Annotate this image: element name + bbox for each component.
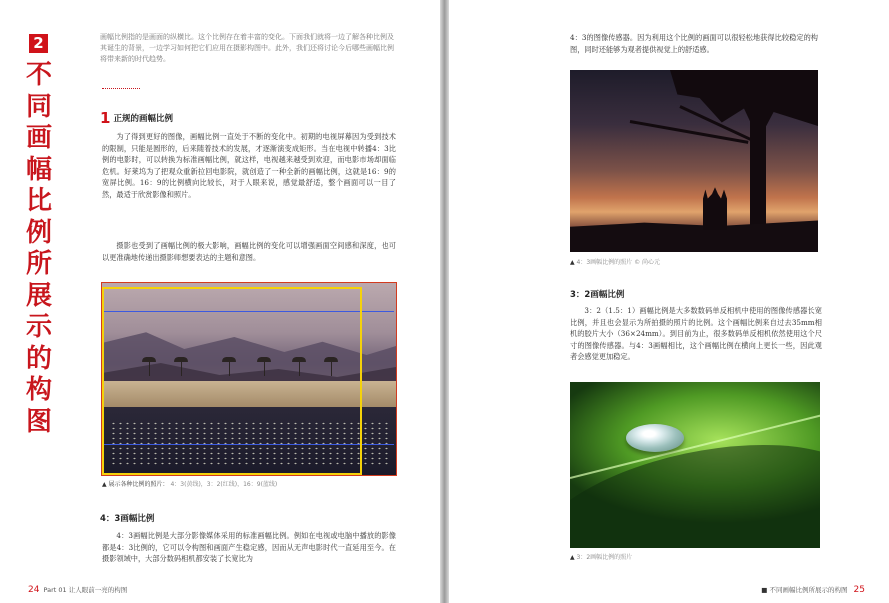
left-page [0,0,440,603]
intro-divider [102,88,140,89]
page-footer [761,585,869,595]
water-drop [626,424,684,452]
figure-caption [102,481,277,489]
right-page [449,0,889,603]
vertical-chapter-title: 不同画幅比例所展示的构图 [25,60,52,437]
section-heading-3: 3：2画幅比例 [570,290,625,300]
beach-photo-aspect-ratios [101,282,397,476]
caption-text: 4：3画幅比例的照片 © 尚心元 [576,259,660,266]
water-drop-leaf-photo [570,382,820,548]
footer-text: 不同画幅比例所展示的构图 [769,586,848,594]
caption-lead: 展示各种比例的照片： [108,481,169,488]
caption-triangle-icon: ▲ [102,481,107,488]
body-paragraph: 3：2（1.5：1）画幅比例是大多数数码单反相机中使用的图像传感器长宽比例，并且也会显示为所拍摄的照片的比例。这个画幅比例来自过去35mm相机的胶片大小（36×24mm）。到目前为止，很多数码单反相机依然使用这个尺寸的图像传感器。与4：3画幅相比，这个画幅比例在横向上更长一些，因此观者会感觉更加稳定。 [570,306,822,361]
leaf-shadow [570,418,820,548]
sunset-tree-photo [570,70,818,252]
silhouette-people [700,185,730,230]
footer-square-icon: ■ [761,586,768,594]
footer-text: Part 01 让人眼前一亮的构图 [43,586,128,594]
body-paragraph: 4：3的图像传感器。因为利用这个比例的画面可以很轻松地获得比较稳定的构图，同时还能够为观者提供视觉上的舒适感。 [570,33,818,54]
figure-caption [570,554,632,562]
ratio-frame-4-3-yellow [102,287,362,475]
photo-hill [570,210,818,252]
body-paragraph: 为了得到更好的图像，画幅比例一直处于不断的变化中。初期的电视屏幕因为受到技术的限制，只能是圆形的，后来随着技术的发展，才逐渐演变成矩形。当在电视中转播4：3比例的电影时，可以转换为标准画幅比例，就这样，电视越来越受到欢迎，而电影市场却面临危机。好莱坞为了把观众重新拉回电影院，就创造了一种全新的画幅比例，这就是16：9的宽屏比例。16：9的比例横向比较长，对于人眼来说，感觉最舒适，整个画面可以一目了然，最适于欣赏影像和照片。 [102,132,396,199]
chapter-number-badge: 2 [29,34,48,53]
body-paragraph: 摄影也受到了画幅比例的极大影响，画幅比例的变化可以增强画面空间感和深度，也可以更准确地传递出摄影师想要表达的主题和意图。 [102,241,396,262]
page-number: 25 [853,585,865,595]
section-title: 正规的画幅比例 [113,114,173,124]
tree-canopy [670,70,818,140]
caption-text: 3：2画幅比例的照片 [576,554,633,561]
section-number: 1 [100,109,111,127]
caption-detail: 4：3(黄线)，3：2(红线)，16：9(蓝线) [170,481,278,488]
section-heading-1 [100,109,173,127]
book-spine [440,0,449,603]
caption-triangle-icon: ▲ [570,259,575,266]
page-footer [28,585,127,595]
caption-triangle-icon: ▲ [570,554,575,561]
page-number: 24 [28,585,40,595]
body-paragraph: 4：3画幅比例是大部分影像媒体采用的标准画幅比例。例如在电视或电脑中播放的影像都是4：3比例的，它可以令构图和画面产生稳定感，因而从无声电影时代一直延用至今。在摄影领域中，大部分数码相机都安装了长宽比为 [102,531,396,563]
section-heading-2: 4：3画幅比例 [100,514,155,524]
figure-caption [570,259,660,267]
chapter-intro: 画幅比例指的是画面的纵横比。这个比例存在着丰富的变化。下面我们就将一边了解各种比例及其诞生的背景，一边学习如何把它们应用在摄影构图中。此外，我们还将讨论今后哪些画幅比例将带来新的时代趋势。 [100,33,394,63]
